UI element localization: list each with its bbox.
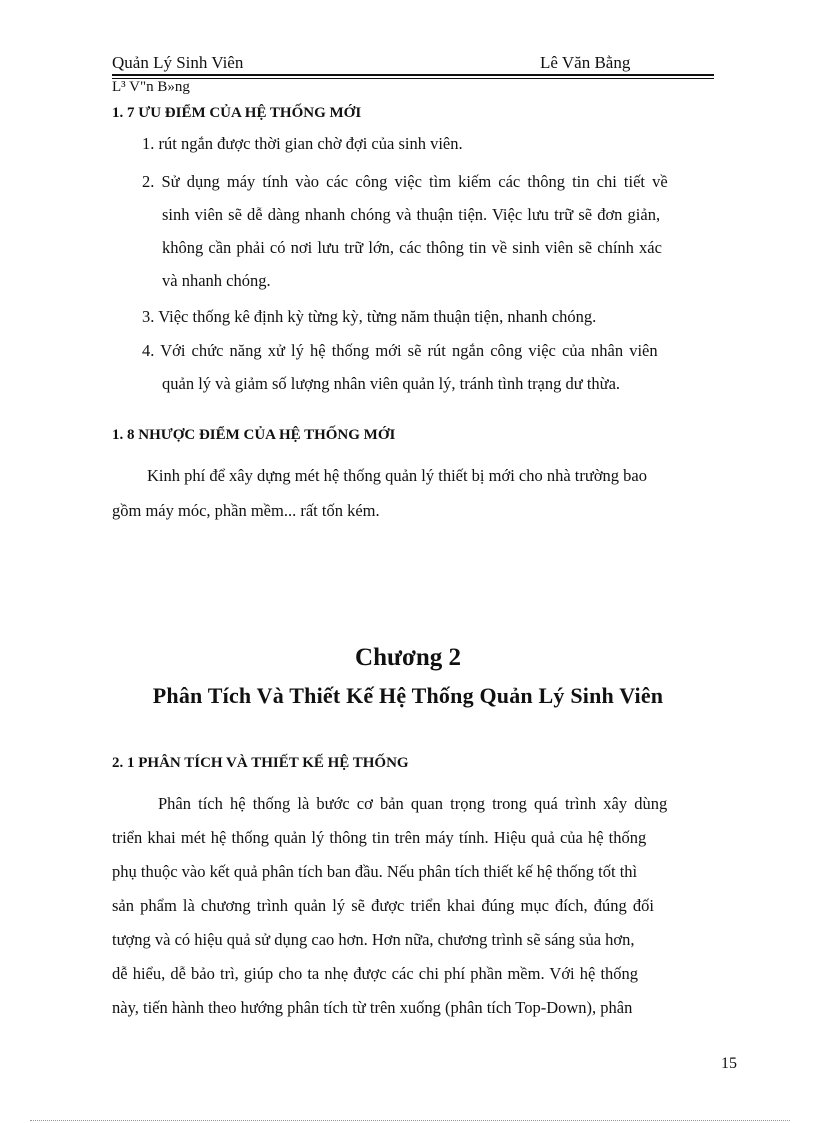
list-item: 3. Việc thống kê định kỳ từng kỳ, từng năm thuận tiện, nhanh chóng. — [142, 307, 597, 326]
paragraph-line: triển khai mét hệ thống quản lý thông tin trên máy tính. Hiệu quả của hệ thống — [112, 828, 647, 847]
header-rule-thin — [112, 78, 714, 79]
section-1-8-heading: 1. 8 NHƯỢC ĐIỂM CỦA HỆ THỐNG MỚI — [112, 427, 396, 443]
header-author: Lê Văn Bằng — [540, 53, 631, 72]
header-rule-thick — [112, 74, 714, 76]
paragraph-line: gồm máy móc, phần mềm... rất tốn kém. — [112, 501, 380, 520]
page-number: 15 — [721, 1055, 737, 1072]
paragraph-line: Phân tích hệ thống là bước cơ bản quan trọng trong quá trình xây dùng — [158, 794, 668, 813]
chapter-number: Chương 2 — [355, 644, 461, 671]
list-item: 2. Sử dụng máy tính vào các công việc tìm kiếm các thông tin chi tiết về — [142, 172, 668, 191]
list-item-continuation: sinh viên sẽ dễ dàng nhanh chóng và thuận tiện. Việc lưu trữ sẽ đơn giản, — [162, 205, 661, 224]
paragraph-line: này, tiến hành theo hướng phân tích từ trên xuống (phân tích Top-Down), phân — [112, 998, 633, 1017]
list-item-continuation: quản lý và giảm số lượng nhân viên quản lý, tránh tình trạng dư thừa. — [162, 374, 621, 393]
section-1-7-heading: 1. 7 ƯU ĐIỂM CỦA HỆ THỐNG MỚI — [112, 105, 362, 121]
section-2-1-heading: 2. 1 PHÂN TÍCH VÀ THIẾT KẾ HỆ THỐNG — [112, 755, 409, 771]
chapter-title: Phân Tích Và Thiết Kế Hệ Thống Quản Lý Sinh Viên — [152, 683, 664, 708]
header-garbled-text: L³ V"n B»ng — [112, 79, 190, 95]
paragraph-line: sản phẩm là chương trình quản lý sẽ được triển khai đúng mục đích, đúng đối — [112, 896, 654, 915]
list-item: 1. rút ngắn được thời gian chờ đợi của sinh viên. — [142, 134, 463, 153]
list-item: 4. Với chức năng xử lý hệ thống mới sẽ rút ngắn công việc của nhân viên — [142, 341, 658, 360]
page-bottom-divider — [30, 1120, 790, 1121]
list-item-continuation: và nhanh chóng. — [162, 271, 271, 290]
paragraph-line: dễ hiểu, dễ bảo trì, giúp cho ta nhẹ được các chi phí phần mềm. Với hệ thống — [112, 964, 639, 983]
header-title: Quản Lý Sinh Viên — [112, 53, 244, 72]
list-item-continuation: không cần phải có nơi lưu trữ lớn, các thông tin về sinh viên sẽ chính xác — [162, 238, 662, 257]
paragraph-line: Kinh phí để xây dựng mét hệ thống quản lý thiết bị mới cho nhà trường bao — [147, 466, 648, 485]
paragraph-line: phụ thuộc vào kết quả phân tích ban đầu. Nếu phân tích thiết kế hệ thống tốt thì — [112, 862, 638, 881]
paragraph-line: tượng và có hiệu quả sử dụng cao hơn. Hơn nữa, chương trình sẽ sáng sủa hơn, — [112, 930, 635, 949]
